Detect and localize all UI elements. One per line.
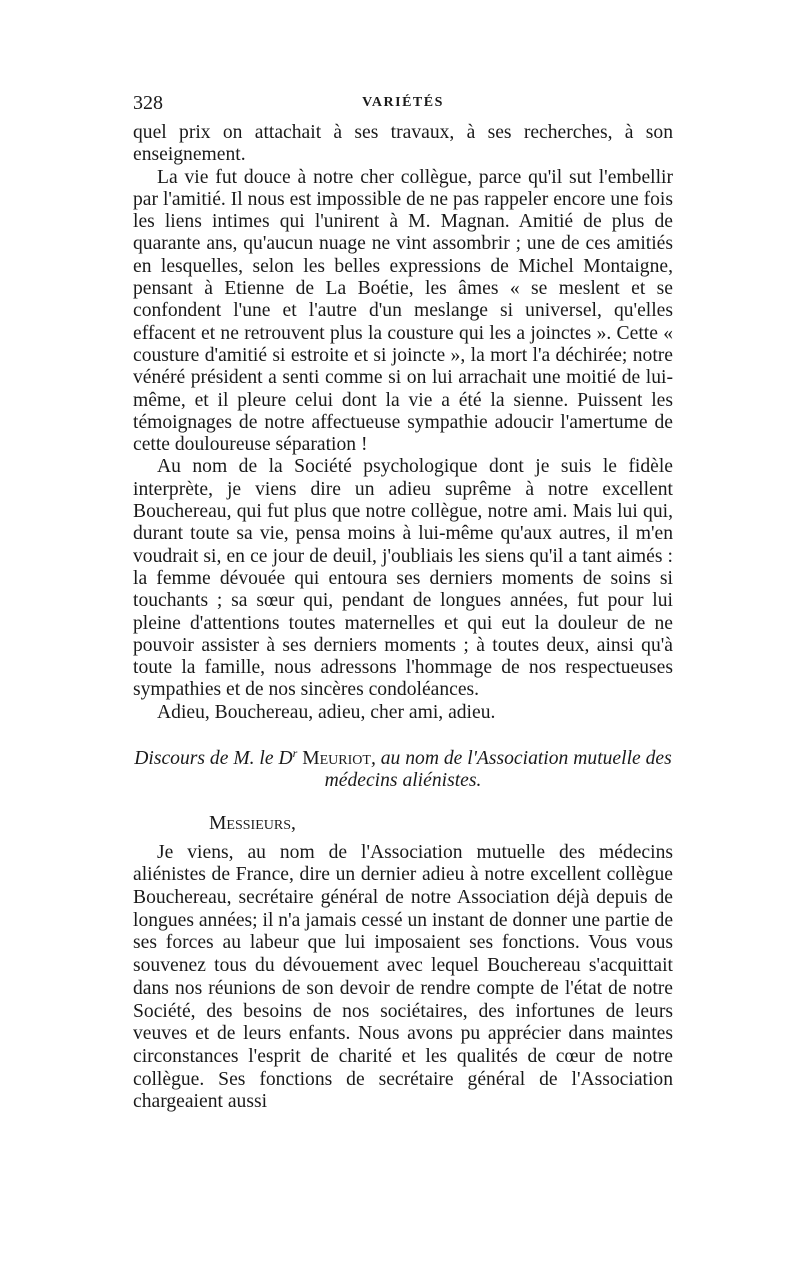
page-number: 328: [133, 92, 163, 114]
section-heading-tail: , au nom de l'Association mutuelle des médecins aliénistes.: [324, 748, 672, 792]
running-title: VARIÉTÉS: [362, 95, 444, 110]
salutation: Messieurs,: [209, 812, 296, 834]
section-heading: [133, 748, 673, 793]
section-heading-sup: r: [292, 746, 298, 761]
section-heading-lead: Discours de M. le D: [134, 748, 293, 770]
speech-body: [133, 842, 673, 1114]
page: [133, 92, 673, 1114]
paragraph-friendship: La vie fut douce à notre cher collègue, parce qu'il sut l'embellir par l'amitié. Il nous est impossible de ne pas rappeler encore une fois les liens intimes qui l'unirent à M. Magnan. Amitié de plus de quarante ans, qu'aucun nuage ne vint assombrir ; une de ces amitiés en lesquelles, selon les belles expressions de Michel Montaigne, pensant à Etienne de La Boétie, les âmes « se meslent et se confondent l'une et l'autre d'un meslange si universel, qu'elles effacent et ne retrouvent plus la cousture qui les a joinctes ». Cette « cousture d'amitié si estroite et si joincte », la mort l'a déchirée; notre vénéré président a senti comme si on lui arrachait une moitié de lui-même, et il pleure celui dont la vie a été la sienne. Puissent les témoignages de notre affectueuse sympathie adoucir l'amertume de cette douloureuse séparation !: [133, 166, 673, 456]
paragraph-continuation: quel prix on attachait à ses travaux, à ses recherches, à son enseignement.: [133, 122, 673, 166]
paragraph-speech: Je viens, au nom de l'Association mutuelle des médecins aliénistes de France, dire un dernier adieu à notre excellent collègue Bouchereau, secrétaire général de notre Association déjà depuis de longues années; il n'a jamais cessé un instant de donner une partie de ses forces au labeur que lui imposaient ses fonctions. Vous vous souvenez tous du dévouement avec lequel Bouchereau s'acquittait dans nos réunions de son devoir de rendre compte de l'état de notre Société, des besoins de nos sociétaires, des infortunes de leurs veuves et de leurs enfants. Nous avons pu apprécier dans maintes circonstances l'esprit de charité et les qualités de cœur de notre collègue. Ses fonctions de secrétaire général de l'Association chargeaient aussi: [133, 841, 674, 1113]
section-heading-name: Meuriot: [302, 748, 371, 770]
running-head: [133, 92, 673, 122]
paragraph-adieu: Adieu, Bouchereau, adieu, cher ami, adieu.: [157, 701, 496, 723]
paragraph-society-farewell: Au nom de la Société psychologique dont je suis le fidèle interprète, je viens dire un adieu suprême à notre excellent Bouchereau, qui fut plus que notre collègue, notre ami. Mais lui qui, durant toute sa vie, pensa moins à lui-même qu'aux autres, il m'en voudrait si, en ce jour de deuil, j'oubliais les siens qu'il a tant aimés : la femme dévouée qui entoura ses derniers moments de soins si touchants ; sa sœur qui, pendant de longues années, fut pour lui pleine d'attentions toutes maternelles et qui eut la douleur de ne pouvoir assister à ses derniers moments ; à toutes deux, ainsi qu'à toute la famille, nous adressons l'hommage de nos respectueuses sympathies et de nos sincères condoléances.: [133, 456, 673, 701]
